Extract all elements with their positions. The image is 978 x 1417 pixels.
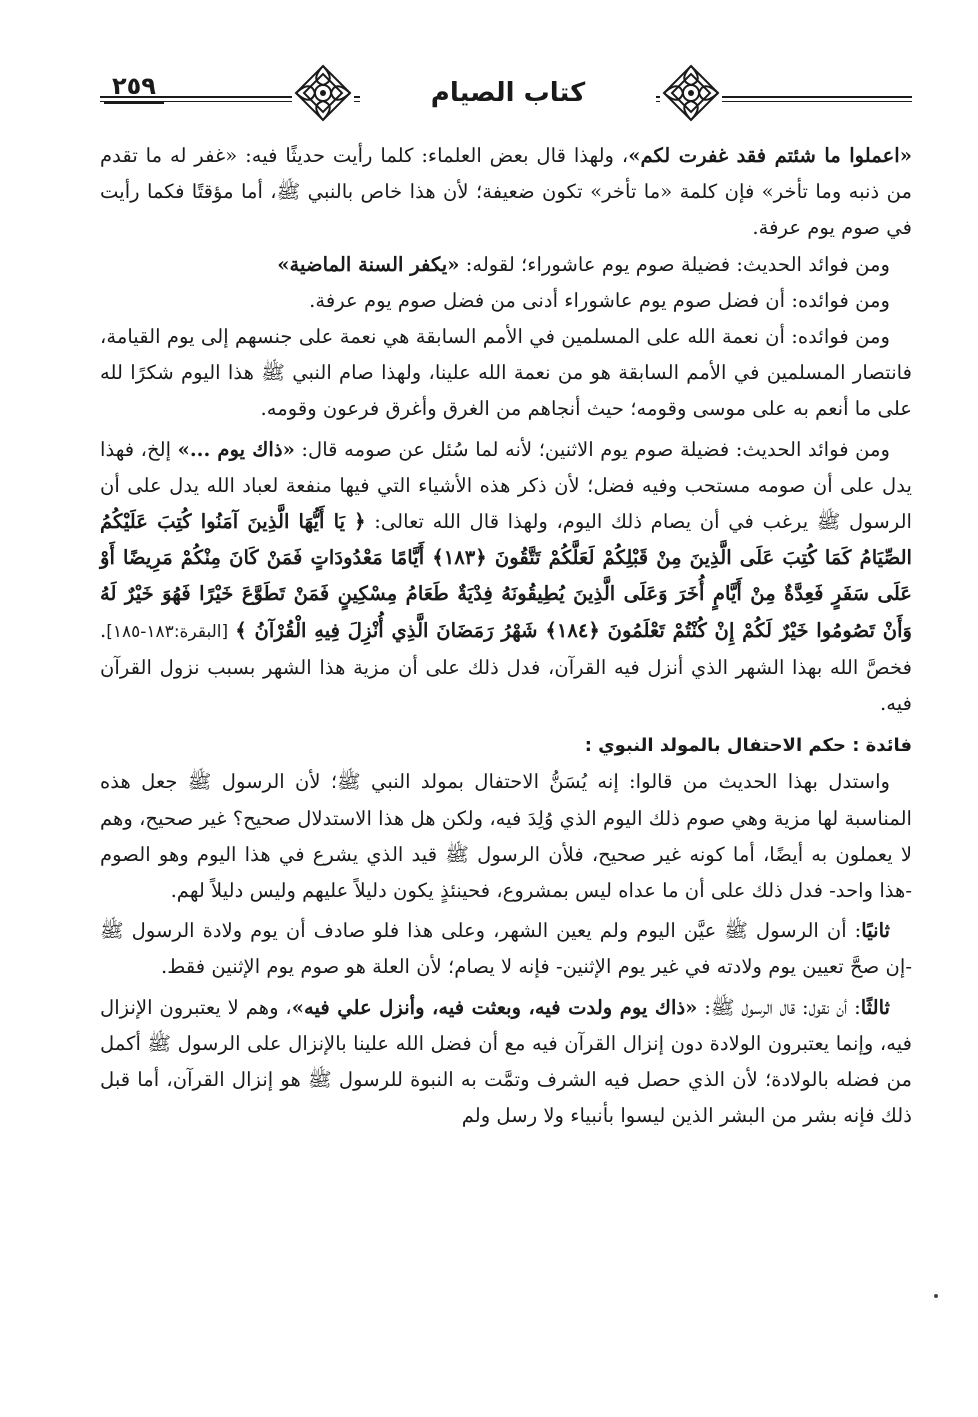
- paragraph-5: [100, 432, 912, 723]
- hadith-quote: «اعملوا ما شئتم فقد غفرت لكم»: [628, 144, 912, 167]
- book-title: كتاب الصيام: [360, 78, 656, 108]
- page-header: [100, 56, 912, 130]
- page-body: [100, 138, 912, 1134]
- paragraph-text: ، ولهذا قال بعض العلماء: كلما رأيت حديثًا فيه: «غفر له ما تقدم من ذنبه وما تأخر» فإن كلمة «ما تأخر» تكون ضعيفة؛ لأن هذا خاص بالنبي ﷺ، أما مؤقتًا فكما رأيت في صوم يوم عرفة.: [100, 144, 912, 240]
- margin-dot: [934, 1294, 938, 1298]
- paragraph-text: ومن فوائد الحديث: فضيلة صوم يوم الاثنين؛ لأنه لما سُئل عن صومه قال:: [294, 437, 891, 461]
- paragraph-text: : أن نقول: قال الرسول ﷺ:: [697, 995, 861, 1019]
- page-number: ٢٥٩: [104, 72, 164, 104]
- hadith-quote: «يكفر السنة الماضية»: [277, 252, 460, 276]
- paragraph-2: [100, 247, 912, 283]
- paragraph-text: إلخ، فهذا يدل على أن صومه مستحب وفيه فضل؛ لأن ذكر هذه الأشياء التي فيها منفعة لعباد الله يدل على أن الرسول ﷺ يرغب في أن يصام ذلك اليوم، ولهذا قال الله تعالى:: [100, 437, 912, 534]
- quran-verse: ﴿ يَا أَيُّهَا الَّذِينَ آمَنُوا كُتِبَ عَلَيْكُمُ الصِّيَامُ كَمَا كُتِبَ عَلَى الَّذِينَ مِنْ قَبْلِكُمْ لَعَلَّكُمْ تَتَّقُونَ ﴿١٨٣﴾ أَيَّامًا مَعْدُودَاتٍ فَمَنْ كَانَ مِنْكُمْ مَرِيضًا أَوْ عَلَى سَفَرٍ فَعِدَّةٌ مِنْ أَيَّامٍ أُخَرَ وَعَلَى الَّذِينَ يُطِيقُونَهُ فِدْيَةٌ طَعَامُ مِسْكِينٍ فَمَنْ تَطَوَّعَ خَيْرًا فَهُوَ خَيْرٌ لَهُ وَأَنْ تَصُومُوا خَيْرٌ لَكُمْ إِنْ كُنْتُمْ تَعْلَمُونَ ﴿١٨٤﴾ شَهْرُ رَمَضَانَ الَّذِي أُنْزِلَ فِيهِ الْقُرْآنُ ﴾: [100, 510, 912, 642]
- paragraph-8: [100, 990, 912, 1135]
- paragraph-3: ومن فوائده: أن فضل صوم يوم عاشوراء أدنى من فضل صوم يوم عرفة.: [309, 288, 890, 312]
- point-lead: ثانيًا: [861, 919, 890, 943]
- paragraph-6: واستدل بهذا الحديث من قالوا: إنه يُسَنُّ الاحتفال بمولد النبي ﷺ؛ لأن الرسول ﷺ جعل هذه المناسبة لها مزية وهي صوم ذلك اليوم الذي وُلِدَ فيه، ولكن هل هذا الاستدلال صحيح؟ غير صحيح، وهم لا يعملون به أيضًا، أما كونه غير صحيح، فلأن الرسول ﷺ قيد الذي يشرع في هذا اليوم وهو الصوم -هذا واحد- فدل ذلك على أن ما عداه ليس بمشروع، فحينئذٍ يكون دليلاً عليهم وليس دليلاً لهم.: [100, 770, 912, 903]
- hadith-quote: «ذاك يوم ولدت فيه، وبعثت فيه، وأنزل علي فيه»: [291, 995, 698, 1019]
- paragraph-text: . فخصَّ الله بهذا الشهر الذي أنزل فيه القرآن، فدل ذلك على أن مزية هذا الشهر بسبب نزول القرآن فيه.: [100, 618, 912, 716]
- paragraph-text: : أن الرسول ﷺ عيَّن اليوم ولم يعين الشهر، وعلى هذا فلو صادف أن يوم ولادة الرسول ﷺ -إن صحَّ تعيين يوم ولادته في غير يوم الإثنين- فإنه لا يصام؛ لأن العلة هو صوم يوم الإثنين فقط.: [100, 919, 912, 979]
- quran-citation: [البقرة:١٨٣-١٨٥]: [106, 621, 229, 642]
- paragraph-text: ، وهم لا يعتبرون الإنزال فيه، وإنما يعتبرون الولادة دون إنزال القرآن فيه مع أن فضل الله علينا بالإنزال على الرسول ﷺ أكمل من فضله بالولادة؛ لأن الذي حصل فيه الشرف وتمَّت به النبوة للرسول ﷺ هو إنزال القرآن، أما قبل ذلك فإنه بشر من البشر الذين ليسوا بأنبياء ولا رسل ولم: [100, 995, 912, 1128]
- paragraph-text: ومن فوائد الحديث: فضيلة صوم يوم عاشوراء؛ لقوله:: [459, 252, 890, 276]
- paragraph-7: [100, 913, 912, 985]
- ornament-right-icon: [660, 62, 722, 124]
- paragraph-4: ومن فوائده: أن نعمة الله على المسلمين في الأمم السابقة هي نعمة على جنسهم إلى يوم القيامة، فانتصار المسلمين في الأمم السابقة هو من نعمة الله علينا، ولهذا صام النبي ﷺ هذا اليوم شكرًا لله على ما أنعم به على موسى وقومه؛ حيث أنجاهم من الغرق وأغرق فرعون وقومه.: [100, 325, 912, 421]
- paragraph-1: [100, 138, 912, 247]
- hadith-quote: «ذاك يوم ...»: [177, 437, 295, 461]
- ornament-left-icon: [292, 62, 354, 124]
- point-lead: ثالثًا: [860, 995, 890, 1019]
- section-heading: فائدة : حكم الاحتفال بالمولد النبوي :: [584, 735, 912, 757]
